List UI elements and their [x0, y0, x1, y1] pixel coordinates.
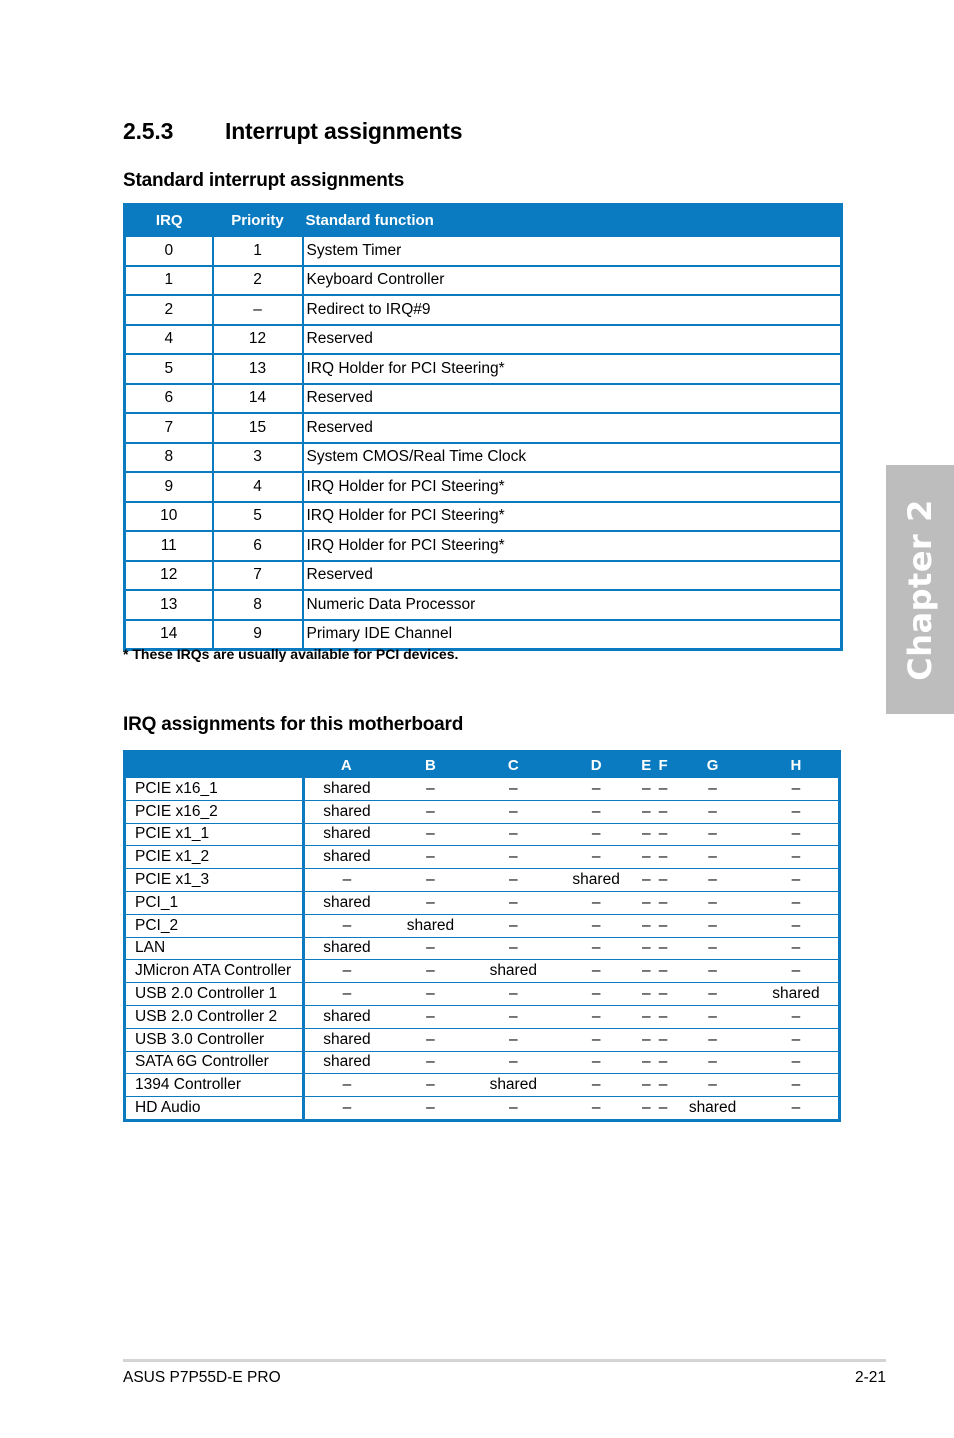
priority-cell: 15 [213, 413, 303, 443]
assignment-cell: – [754, 1097, 840, 1121]
table-row [125, 590, 842, 620]
assignment-cell: – [655, 869, 671, 892]
assignment-cell: shared [304, 891, 389, 914]
assignment-cell: – [555, 1028, 638, 1051]
assignment-cell: – [754, 778, 840, 801]
assignment-cell: – [389, 778, 472, 801]
function-cell: Redirect to IRQ#9 [303, 295, 842, 325]
table-row [125, 325, 842, 355]
header-column-d: D [555, 752, 638, 778]
priority-cell: 3 [213, 443, 303, 473]
assignment-cell: – [472, 937, 555, 960]
assignment-cell: – [655, 1005, 671, 1028]
assignment-cell: – [638, 778, 656, 801]
assignment-cell: – [638, 800, 656, 823]
assignment-cell: – [555, 1074, 638, 1097]
table-row [125, 561, 842, 591]
assignment-cell: – [754, 891, 840, 914]
function-cell: Reserved [303, 325, 842, 355]
function-cell: Reserved [303, 561, 842, 591]
assignment-cell: shared [555, 869, 638, 892]
priority-cell: 12 [213, 325, 303, 355]
assignment-cell: – [304, 1097, 389, 1121]
assignment-cell: – [655, 891, 671, 914]
irq-cell: 8 [125, 443, 213, 473]
assignment-cell: – [555, 1005, 638, 1028]
function-cell: IRQ Holder for PCI Steering* [303, 472, 842, 502]
assignment-cell: – [389, 869, 472, 892]
table-row [125, 236, 842, 266]
assignment-cell: – [638, 1051, 656, 1074]
function-cell: System Timer [303, 236, 842, 266]
header-irq: IRQ [125, 205, 213, 237]
assignment-cell: – [304, 869, 389, 892]
assignment-cell: – [754, 800, 840, 823]
device-cell: SATA 6G Controller [125, 1051, 304, 1074]
assignment-cell: – [638, 914, 656, 937]
table-row [125, 1028, 840, 1051]
device-cell: USB 2.0 Controller 1 [125, 983, 304, 1006]
assignment-cell: – [655, 960, 671, 983]
function-cell: Reserved [303, 384, 842, 414]
table-row [125, 413, 842, 443]
assignment-cell: – [638, 1097, 656, 1121]
irq-cell: 6 [125, 384, 213, 414]
assignment-cell: – [671, 778, 754, 801]
table-header-row [125, 752, 840, 778]
assignment-cell: – [754, 1005, 840, 1028]
priority-cell: 1 [213, 236, 303, 266]
table-row [125, 869, 840, 892]
irq-cell: 10 [125, 502, 213, 532]
assignment-cell: – [304, 914, 389, 937]
footer-product: ASUS P7P55D-E PRO [123, 1369, 281, 1386]
assignment-cell: – [555, 960, 638, 983]
chapter-tab [886, 465, 954, 714]
footer-divider [123, 1359, 886, 1362]
assignment-cell: – [472, 1051, 555, 1074]
assignment-cell: – [638, 983, 656, 1006]
assignment-cell: – [671, 823, 754, 846]
table-row [125, 823, 840, 846]
standard-interrupt-table [123, 203, 843, 651]
device-cell: PCI_2 [125, 914, 304, 937]
assignment-cell: – [389, 1051, 472, 1074]
table-row [125, 1051, 840, 1074]
assignment-cell: – [655, 1051, 671, 1074]
assignment-cell: – [555, 823, 638, 846]
device-cell: LAN [125, 937, 304, 960]
table-row [125, 531, 842, 561]
table-row [125, 800, 840, 823]
assignment-cell: shared [389, 914, 472, 937]
standard-table-title: Standard interrupt assignments [123, 170, 405, 191]
assignment-cell: shared [472, 1074, 555, 1097]
assignment-cell: – [389, 1097, 472, 1121]
assignment-cell: – [389, 891, 472, 914]
assignment-cell: – [389, 823, 472, 846]
assignment-cell: – [671, 914, 754, 937]
assignment-cell: – [655, 1074, 671, 1097]
assignment-cell: – [304, 1074, 389, 1097]
irq-cell: 4 [125, 325, 213, 355]
assignment-cell: – [754, 937, 840, 960]
chapter-label: Chapter 2 [901, 498, 939, 681]
assignment-cell: shared [472, 960, 555, 983]
assignment-cell: – [671, 846, 754, 869]
function-cell: IRQ Holder for PCI Steering* [303, 531, 842, 561]
device-cell: PCIE x16_1 [125, 778, 304, 801]
assignment-cell: – [472, 1097, 555, 1121]
assignment-cell: – [671, 1074, 754, 1097]
table-row [125, 891, 840, 914]
assignment-cell: – [389, 1005, 472, 1028]
header-column-a: A [304, 752, 389, 778]
motherboard-irq-table [123, 750, 841, 1122]
assignment-cell: – [472, 846, 555, 869]
assignment-cell: – [655, 1028, 671, 1051]
assignment-cell: – [389, 983, 472, 1006]
assignment-cell: – [472, 1005, 555, 1028]
assignment-cell: – [472, 914, 555, 937]
table-row [125, 295, 842, 325]
irq-cell: 12 [125, 561, 213, 591]
priority-cell: 4 [213, 472, 303, 502]
assignment-cell: – [389, 1028, 472, 1051]
header-column-c: C [472, 752, 555, 778]
assignment-cell: – [671, 1051, 754, 1074]
assignment-cell: – [472, 891, 555, 914]
assignment-cell: – [754, 846, 840, 869]
assignment-cell: shared [304, 823, 389, 846]
assignment-cell: – [655, 914, 671, 937]
priority-cell: 2 [213, 266, 303, 296]
footer-page-number: 2-21 [854, 1369, 886, 1386]
header-column-f: F [655, 752, 671, 778]
assignment-cell: – [555, 846, 638, 869]
motherboard-table-title: IRQ assignments for this motherboard [123, 714, 464, 735]
device-cell: PCI_1 [125, 891, 304, 914]
assignment-cell: – [655, 937, 671, 960]
function-cell: IRQ Holder for PCI Steering* [303, 354, 842, 384]
assignment-cell: shared [304, 1051, 389, 1074]
section-title: Interrupt assignments [225, 118, 463, 144]
function-cell: System CMOS/Real Time Clock [303, 443, 842, 473]
assignment-cell: – [754, 1051, 840, 1074]
assignment-cell: – [389, 960, 472, 983]
device-cell: PCIE x1_1 [125, 823, 304, 846]
assignment-cell: – [389, 937, 472, 960]
assignment-cell: – [754, 1074, 840, 1097]
assignment-cell: – [754, 960, 840, 983]
assignment-cell: – [671, 1005, 754, 1028]
assignment-cell: shared [304, 937, 389, 960]
assignment-cell: – [555, 1097, 638, 1121]
assignment-cell: – [555, 937, 638, 960]
assignment-cell: – [671, 869, 754, 892]
function-cell: Primary IDE Channel [303, 620, 842, 650]
device-cell: PCIE x1_2 [125, 846, 304, 869]
assignment-cell: – [638, 937, 656, 960]
header-column-h: H [754, 752, 840, 778]
assignment-cell: – [754, 1028, 840, 1051]
assignment-cell: – [472, 778, 555, 801]
assignment-cell: shared [304, 1005, 389, 1028]
irq-cell: 1 [125, 266, 213, 296]
priority-cell: 5 [213, 502, 303, 532]
header-column-g: G [671, 752, 754, 778]
irq-cell: 7 [125, 413, 213, 443]
footnote: * These IRQs are usually available for PCI devices. [123, 646, 459, 662]
assignment-cell: shared [304, 846, 389, 869]
assignment-cell: – [472, 869, 555, 892]
assignment-cell: – [638, 1005, 656, 1028]
irq-cell: 14 [125, 620, 213, 650]
table-row [125, 620, 842, 650]
device-cell: USB 3.0 Controller [125, 1028, 304, 1051]
priority-cell: 13 [213, 354, 303, 384]
device-cell: PCIE x1_3 [125, 869, 304, 892]
irq-cell: 0 [125, 236, 213, 266]
assignment-cell: – [671, 891, 754, 914]
function-cell: Reserved [303, 413, 842, 443]
assignment-cell: shared [304, 1028, 389, 1051]
device-cell: HD Audio [125, 1097, 304, 1121]
priority-cell: 7 [213, 561, 303, 591]
table-row [125, 846, 840, 869]
assignment-cell: – [638, 1028, 656, 1051]
table-row [125, 266, 842, 296]
device-cell: PCIE x16_2 [125, 800, 304, 823]
section-heading [123, 118, 462, 145]
assignment-cell: shared [304, 778, 389, 801]
assignment-cell: – [638, 869, 656, 892]
assignment-cell: – [304, 983, 389, 1006]
assignment-cell: – [304, 960, 389, 983]
header-column-e: E [638, 752, 656, 778]
assignment-cell: – [472, 800, 555, 823]
assignment-cell: – [472, 983, 555, 1006]
assignment-cell: – [655, 800, 671, 823]
assignment-cell: – [671, 983, 754, 1006]
priority-cell: 9 [213, 620, 303, 650]
priority-cell: 14 [213, 384, 303, 414]
table-row [125, 914, 840, 937]
assignment-cell: – [754, 869, 840, 892]
assignment-cell: – [638, 891, 656, 914]
irq-cell: 11 [125, 531, 213, 561]
assignment-cell: – [671, 1028, 754, 1051]
assignment-cell: – [555, 1051, 638, 1074]
irq-cell: 2 [125, 295, 213, 325]
function-cell: IRQ Holder for PCI Steering* [303, 502, 842, 532]
header-column-b: B [389, 752, 472, 778]
assignment-cell: – [472, 1028, 555, 1051]
table-row [125, 384, 842, 414]
function-cell: Keyboard Controller [303, 266, 842, 296]
assignment-cell: – [472, 823, 555, 846]
assignment-cell: – [638, 1074, 656, 1097]
device-cell: 1394 Controller [125, 1074, 304, 1097]
irq-cell: 9 [125, 472, 213, 502]
section-number: 2.5.3 [123, 118, 174, 144]
assignment-cell: – [671, 937, 754, 960]
device-cell: JMicron ATA Controller [125, 960, 304, 983]
assignment-cell: – [655, 778, 671, 801]
table-row [125, 502, 842, 532]
assignment-cell: – [555, 914, 638, 937]
assignment-cell: – [638, 823, 656, 846]
table-row [125, 354, 842, 384]
header-priority: Priority [213, 205, 303, 237]
assignment-cell: – [555, 983, 638, 1006]
assignment-cell: – [555, 800, 638, 823]
header-device [125, 752, 304, 778]
assignment-cell: – [638, 846, 656, 869]
table-row [125, 1074, 840, 1097]
assignment-cell: – [754, 914, 840, 937]
assignment-cell: – [555, 778, 638, 801]
assignment-cell: – [655, 823, 671, 846]
table-row [125, 983, 840, 1006]
table-row [125, 472, 842, 502]
header-function: Standard function [303, 205, 842, 237]
assignment-cell: – [638, 960, 656, 983]
table-row [125, 778, 840, 801]
assignment-cell: – [671, 800, 754, 823]
table-row [125, 937, 840, 960]
table-row [125, 1005, 840, 1028]
table-row [125, 443, 842, 473]
priority-cell: 6 [213, 531, 303, 561]
table-header-row [125, 205, 842, 237]
assignment-cell: – [671, 960, 754, 983]
table-row [125, 1097, 840, 1121]
assignment-cell: shared [754, 983, 840, 1006]
assignment-cell: shared [304, 800, 389, 823]
irq-cell: 13 [125, 590, 213, 620]
table-row [125, 960, 840, 983]
assignment-cell: – [655, 1097, 671, 1121]
assignment-cell: – [655, 846, 671, 869]
device-cell: USB 2.0 Controller 2 [125, 1005, 304, 1028]
assignment-cell: – [389, 800, 472, 823]
irq-cell: 5 [125, 354, 213, 384]
assignment-cell: – [655, 983, 671, 1006]
assignment-cell: – [555, 891, 638, 914]
assignment-cell: – [389, 1074, 472, 1097]
function-cell: Numeric Data Processor [303, 590, 842, 620]
assignment-cell: – [389, 846, 472, 869]
priority-cell: – [213, 295, 303, 325]
assignment-cell: – [754, 823, 840, 846]
priority-cell: 8 [213, 590, 303, 620]
assignment-cell: shared [671, 1097, 754, 1121]
